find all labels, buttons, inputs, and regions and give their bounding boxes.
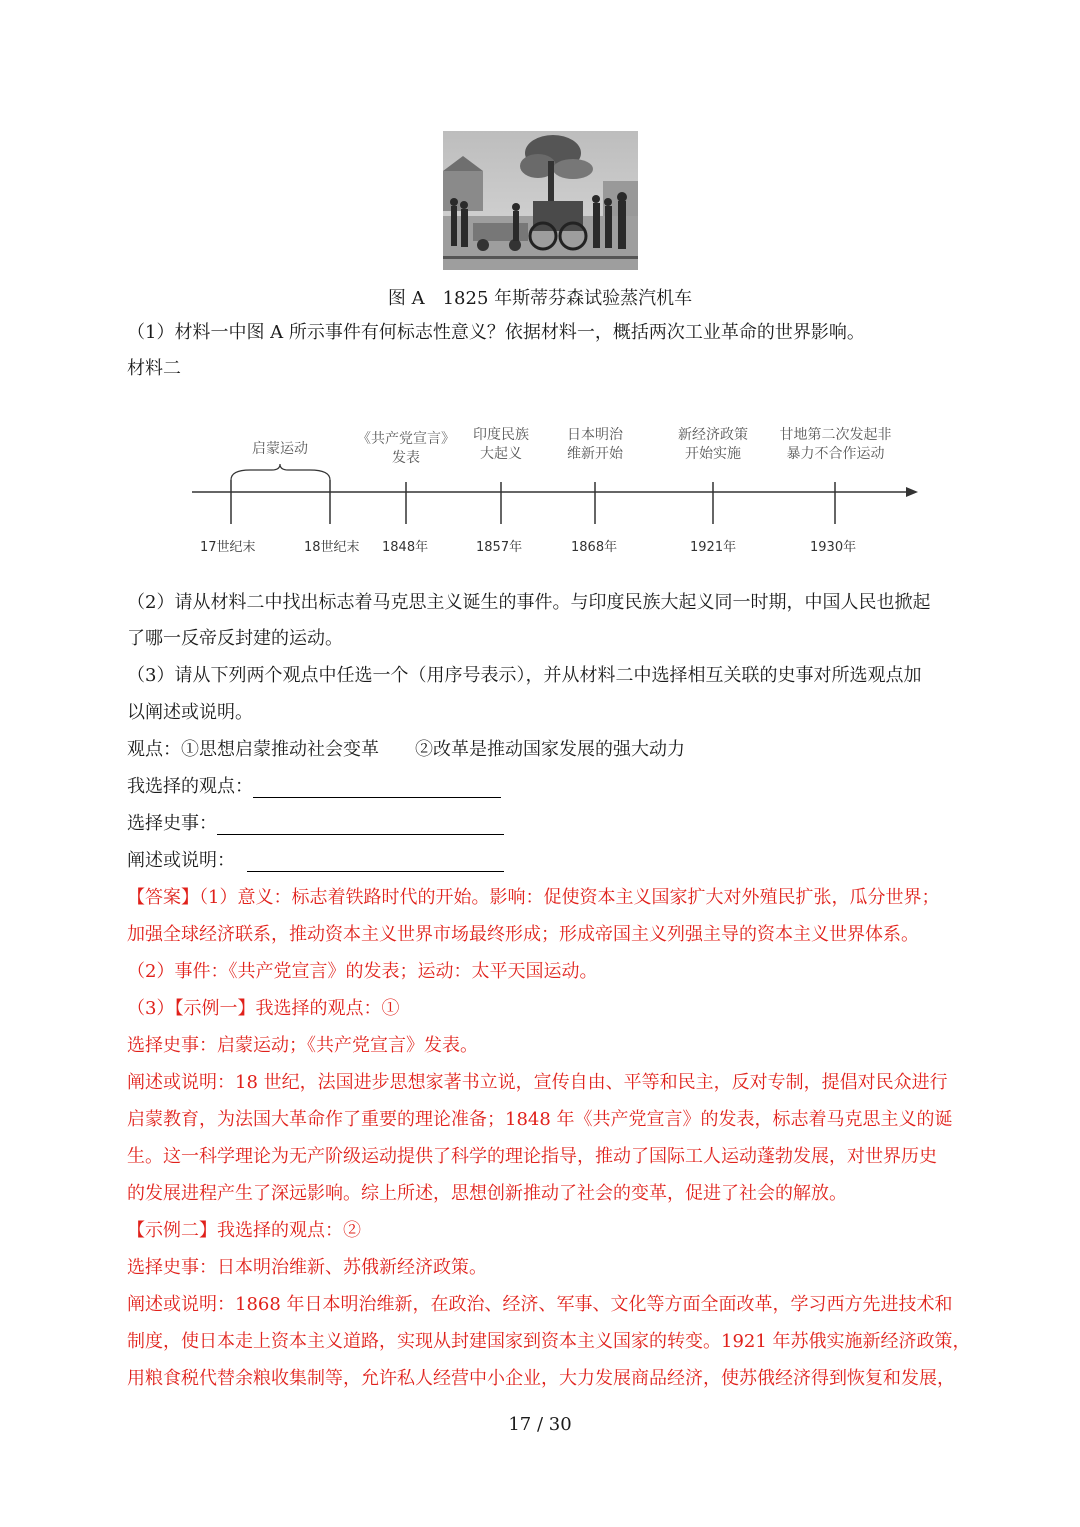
question-1: （1）材料一中图 A 所示事件有何标志性意义？依据材料一，概括两次工业革命的世界影响。: [127, 322, 865, 343]
figure-steam-locomotive: [443, 131, 638, 270]
timeline-year: 18世纪末: [304, 540, 360, 555]
timeline-event-meiji: [550, 426, 640, 464]
my-viewpoint-label: 我选择的观点：: [127, 776, 253, 797]
timeline-year: 1930年: [810, 540, 857, 555]
timeline-event-line: 《共产党宣言》: [357, 431, 455, 447]
timeline-event-line: 暴力不合作运动: [786, 446, 885, 462]
timeline-event-line: 新经济政策: [678, 427, 748, 443]
timeline-event-line: 日本明治: [567, 427, 623, 443]
timeline-year: 1857年: [476, 540, 523, 555]
material-2-heading: 材料二: [127, 358, 181, 379]
question-2-line-2: 了哪一反帝反封建的运动。: [127, 628, 343, 649]
explain-blank[interactable]: [247, 853, 504, 872]
answer-3-explain-1: 阐述或说明：18 世纪，法国进步思想家著书立说，宣传自由、平等和民主，反对专制，提倡对民众进行: [127, 1072, 948, 1093]
history-label: 选择史事：: [127, 813, 217, 834]
timeline-event-line: 大起义: [480, 446, 522, 462]
answer-3-history: 选择史事：启蒙运动；《共产党宣言》发表。: [127, 1035, 478, 1056]
example-2-explain-3: 用粮食税代替余粮收集制等，允许私人经营中小企业，大力发展商品经济，使苏俄经济得到恢复和发展，: [127, 1368, 955, 1389]
history-row: [127, 813, 504, 835]
answer-1-line-1: 【答案】（1）意义：标志着铁路时代的开始。影响：促使资本主义国家扩大对外殖民扩张，瓜分世界；: [127, 887, 940, 908]
steam-locomotive-illustration: [443, 131, 638, 270]
my-viewpoint-row: [127, 776, 501, 798]
timeline-event-line: 维新开始: [567, 446, 623, 462]
timeline-event-enlightenment: 启蒙运动: [252, 441, 308, 457]
timeline-event-line: 甘地第二次发起非: [779, 427, 892, 443]
timeline-year: 1868年: [571, 540, 618, 555]
timeline-event-indian-rebellion: [456, 426, 546, 464]
answer-3-explain-3: 生。这一科学理论为无产阶级运动提供了科学的理论指导，推动了国际工人运动蓬勃发展，对世界历史: [127, 1146, 937, 1167]
history-blank[interactable]: [217, 816, 504, 835]
timeline: [190, 420, 930, 560]
timeline-event-nep: [663, 426, 763, 464]
timeline-year: 1848年: [382, 540, 429, 555]
page-number: 17 / 30: [508, 1414, 572, 1435]
example-2-heading: 【示例二】我选择的观点：②: [127, 1220, 361, 1241]
answer-1-line-2: 加强全球经济联系，推动资本主义世界市场最终形成；形成帝国主义列强主导的资本主义世界体系。: [127, 924, 919, 945]
timeline-event-line: 开始实施: [685, 446, 741, 462]
figure-caption: 图 A 1825 年斯蒂芬森试验蒸汽机车: [387, 288, 693, 309]
timeline-event-line: 发表: [392, 450, 420, 466]
answer-2: （2）事件：《共产党宣言》的发表；运动：太平天国运动。: [127, 961, 598, 982]
timeline-year: 17世纪末: [200, 540, 256, 555]
question-3-line-2: 以阐述或说明。: [127, 702, 253, 723]
question-3-line-1: （3）请从下列两个观点中任选一个（用序号表示），并从材料二中选择相互关联的史事对所选观点加: [127, 665, 922, 686]
answer-3-explain-4: 的发展进程产生了深远影响。综上所述，思想创新推动了社会的变革，促进了社会的解放。: [127, 1183, 847, 1204]
explain-row: [127, 850, 504, 872]
example-2-history: 选择史事：日本明治维新、苏俄新经济政策。: [127, 1257, 487, 1278]
example-2-explain-1: 阐述或说明：1868 年日本明治维新，在政治、经济、军事、文化等方面全面改革，学习西方先进技术和: [127, 1294, 953, 1315]
viewpoints: 观点：①思想启蒙推动社会变革 ②改革是推动国家发展的强大动力: [127, 739, 685, 760]
answer-3-example-1: （3）【示例一】我选择的观点：①: [127, 998, 400, 1019]
answer-3-explain-2: 启蒙教育，为法国大革命作了重要的理论准备；1848 年《共产党宣言》的发表，标志着马克思主义的诞: [127, 1109, 953, 1130]
timeline-event-line: 印度民族: [473, 427, 529, 443]
timeline-event-manifesto: [346, 430, 466, 468]
timeline-year: 1921年: [690, 540, 737, 555]
timeline-event-gandhi: [768, 426, 903, 464]
my-viewpoint-blank[interactable]: [253, 779, 501, 798]
example-2-explain-2: 制度，使日本走上资本主义道路，实现从封建国家到资本主义国家的转变。1921 年苏俄实施新经济政策，: [127, 1331, 971, 1352]
explain-label: 阐述或说明：: [127, 850, 235, 871]
question-2-line-1: （2）请从材料二中找出标志着马克思主义诞生的事件。与印度民族大起义同一时期，中国人民也掀起: [127, 592, 931, 613]
